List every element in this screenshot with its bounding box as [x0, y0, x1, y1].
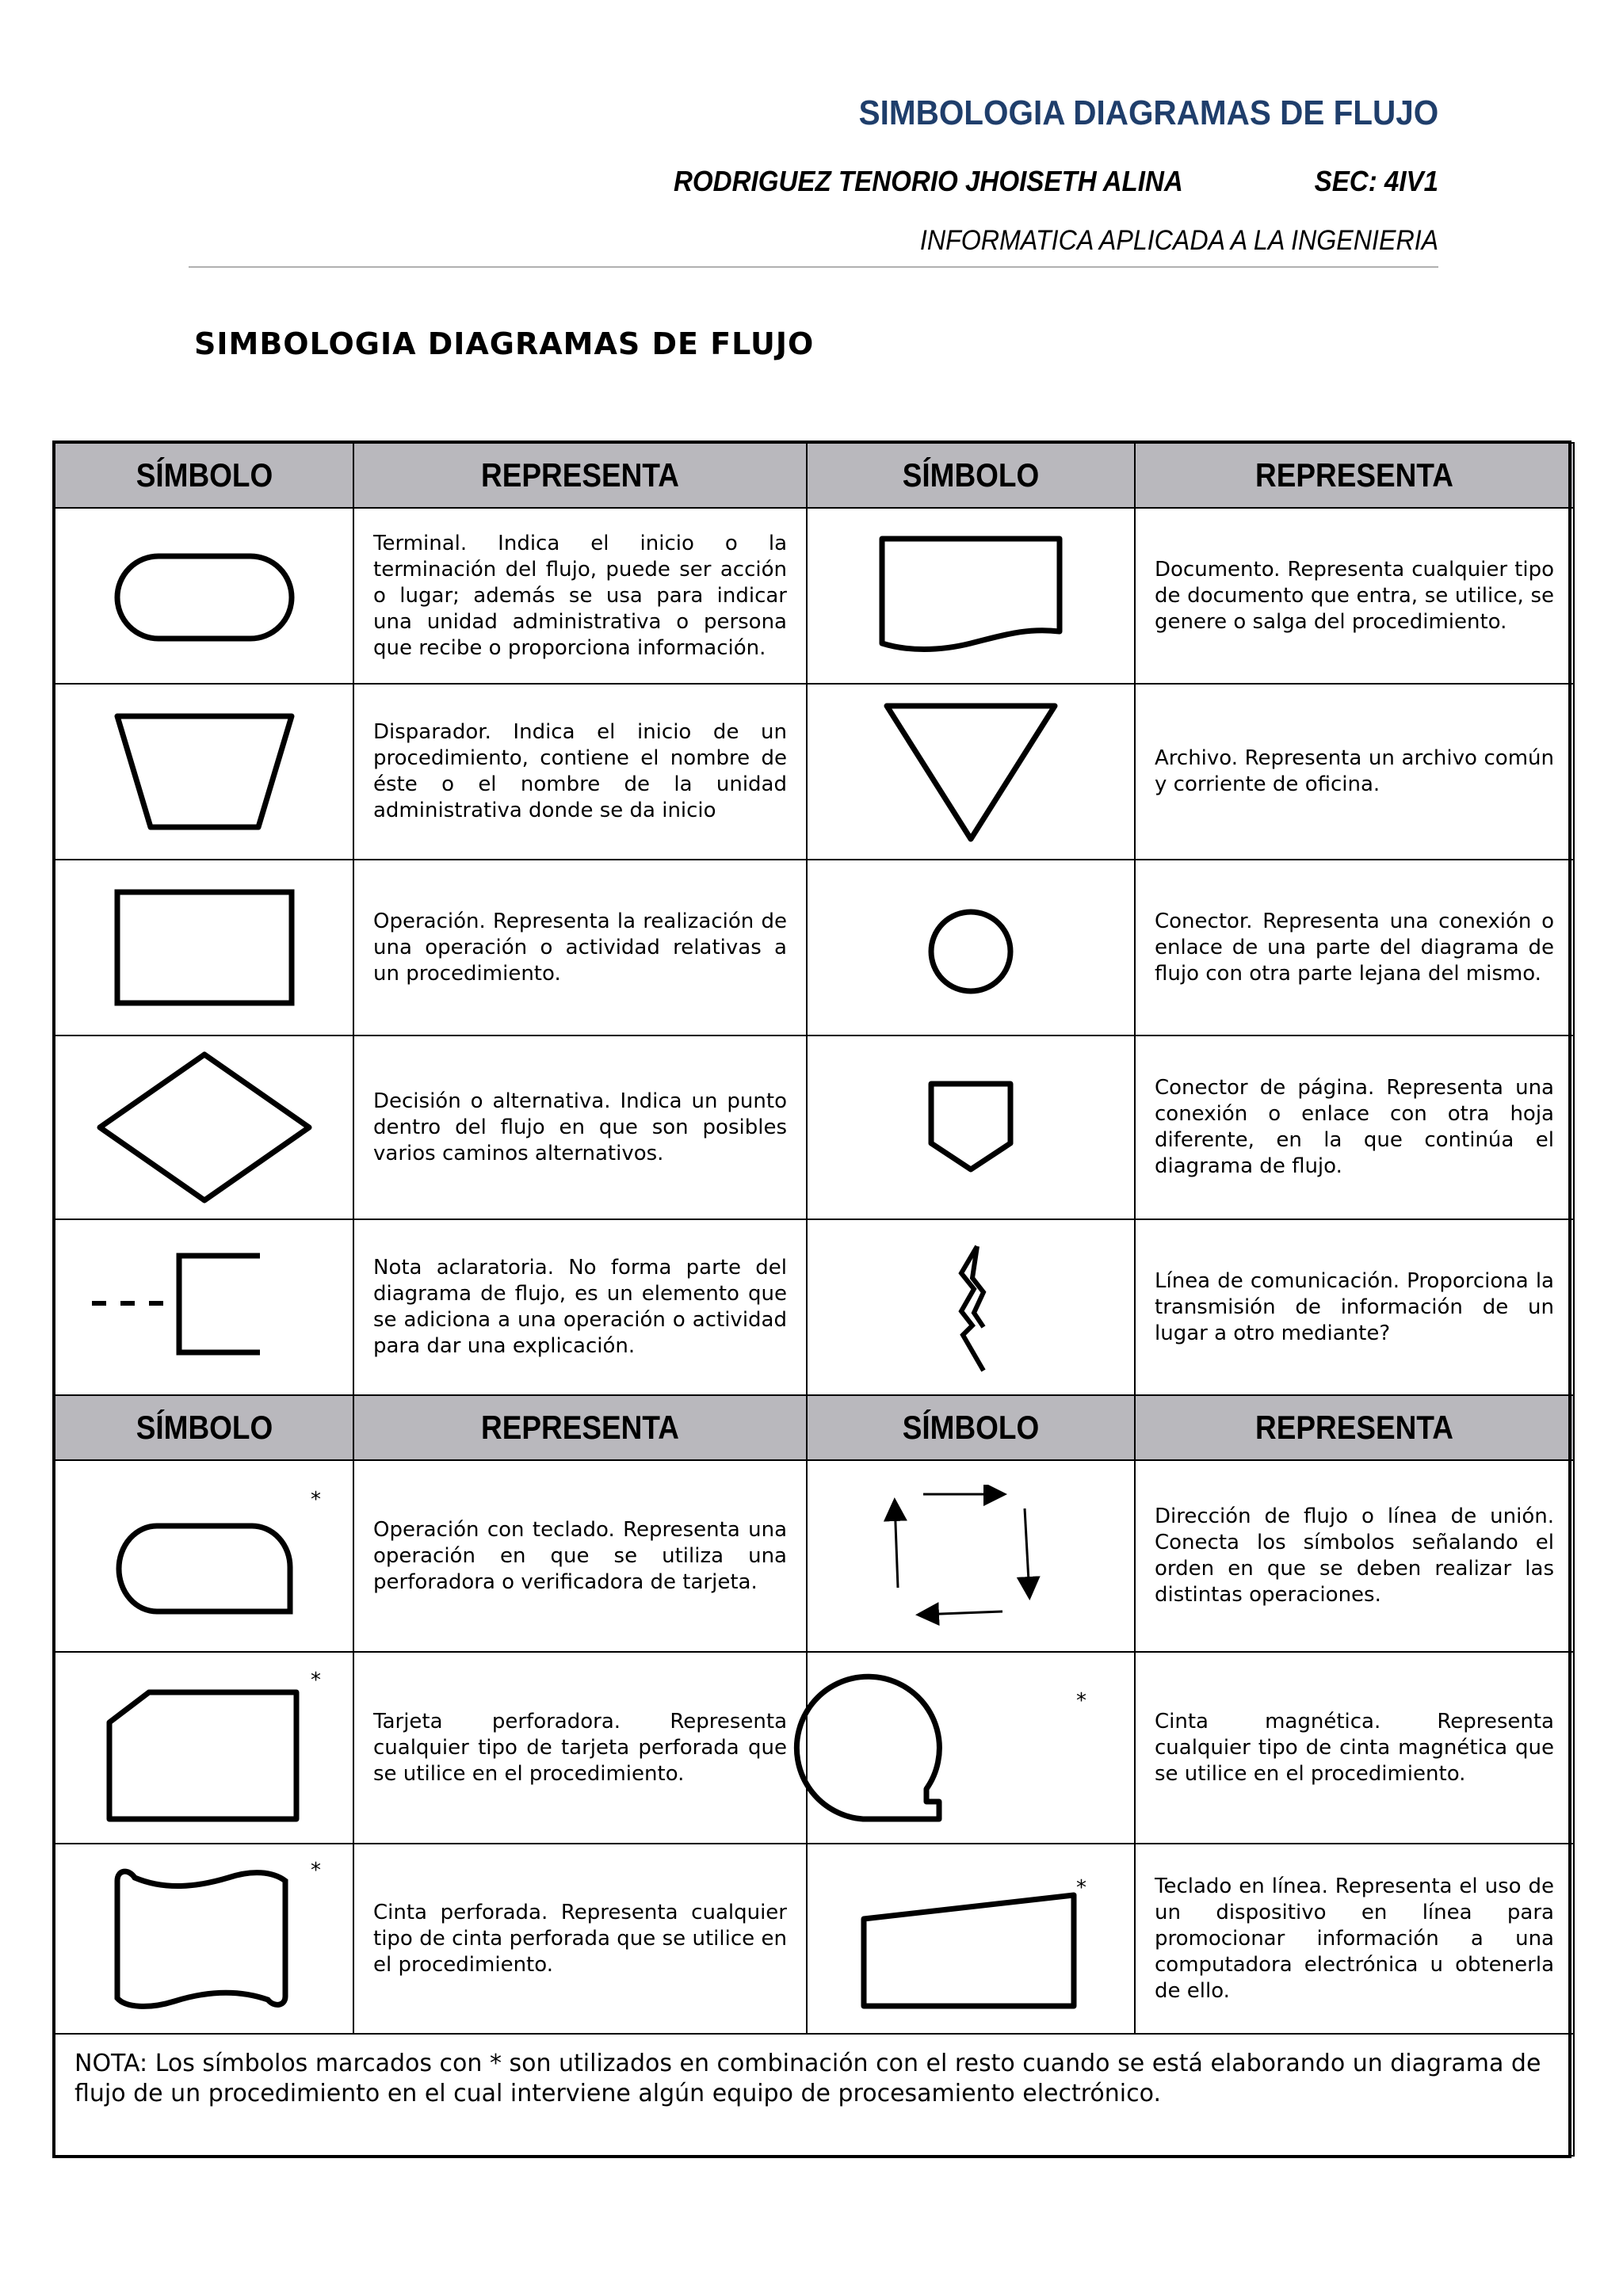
row-description: Cinta perforada. Representa cualquier tipo de cinta perforada que se utilice en el procedimiento.	[353, 1844, 807, 2034]
header-symbol: SÍMBOLO	[55, 1395, 353, 1460]
note-text: NOTA: Los símbolos marcados con * son utilizados en combinación con el resto cuando se está elaborando un diagrama de flujo de un procedimiento en el cual interviene algún equipo de procesamiento electrónico.	[55, 2034, 1574, 2156]
punched-card-icon	[55, 1652, 353, 1844]
row-description: Conector. Representa una conexión o enlace de una parte del diagrama de flujo con otra parte lejana del mismo.	[1135, 860, 1574, 1035]
row-description: Operación con teclado. Representa una operación en que se utiliza una perforadora o verificadora de tarjeta.	[353, 1460, 807, 1652]
header-represents: REPRESENTA	[1135, 1395, 1574, 1460]
decision-diamond-icon	[55, 1035, 353, 1219]
star-mark: *	[311, 1488, 321, 1512]
symbols-table	[54, 442, 1575, 2157]
section-label: SEC: 4IV1	[1314, 165, 1438, 197]
row-description: Decisión o alternativa. Indica un punto dentro del flujo en que son posibles varios caminos alternativos.	[353, 1035, 807, 1219]
trigger-trapezoid-icon	[55, 684, 353, 860]
terminal-icon	[55, 508, 353, 684]
row-description: Conector de página. Representa una conexión o enlace con otra hoja diferente, en la que continúa el diagrama de flujo.	[1135, 1035, 1574, 1219]
author-name: RODRIGUEZ TENORIO JHOISETH ALINA	[674, 165, 1183, 197]
row-description: Nota aclaratoria. No forma parte del diagrama de flujo, es un elemento que se adiciona a una operación o actividad para dar una explicación.	[353, 1219, 807, 1395]
row-description: Tarjeta perforadora. Representa cualquier tipo de tarjeta perforada que se utilice en el procedimiento.	[353, 1652, 807, 1844]
star-mark: *	[1076, 1689, 1086, 1713]
table-header-row	[55, 1395, 1574, 1460]
row-description: Teclado en línea. Representa el uso de un dispositivo en línea para promocionar información a una computadora electrónica u obtenerla de ello.	[1135, 1844, 1574, 2034]
connector-circle-icon	[807, 860, 1135, 1035]
page-connector-icon	[807, 1035, 1135, 1219]
row-description: Disparador. Indica el inicio de un procedimiento, contiene el nombre de éste o el nombre de la unidad administrativa donde se da inicio	[353, 684, 807, 860]
header-represents: REPRESENTA	[1135, 443, 1574, 508]
table-row	[55, 860, 1574, 1035]
star-mark: *	[1076, 1876, 1086, 1900]
table-row	[55, 1219, 1574, 1395]
table-row	[55, 1652, 1574, 1844]
row-description: Línea de comunicación. Proporciona la transmisión de información de un lugar a otro mediante?	[1135, 1219, 1574, 1395]
header-represents: REPRESENTA	[353, 1395, 807, 1460]
header-symbol: SÍMBOLO	[807, 443, 1135, 508]
star-mark: *	[311, 1669, 321, 1692]
table-row	[55, 508, 1574, 684]
online-keyboard-icon	[807, 1844, 1135, 2034]
row-description: Terminal. Indica el inicio o la terminación del flujo, puede ser acción o lugar; además se usa para indicar una unidad administrativa o persona que recibe o proporciona información.	[353, 508, 807, 684]
keyboard-operation-icon	[55, 1460, 353, 1652]
table-row	[55, 1460, 1574, 1652]
operation-rectangle-icon	[55, 860, 353, 1035]
file-triangle-icon	[807, 684, 1135, 860]
punched-tape-icon	[55, 1844, 353, 2034]
header-rule	[189, 266, 1438, 268]
communication-line-icon	[807, 1219, 1135, 1395]
note-row	[55, 2034, 1574, 2156]
row-description: Archivo. Representa un archivo común y corriente de oficina.	[1135, 684, 1574, 860]
header-represents: REPRESENTA	[353, 443, 807, 508]
table-row	[55, 684, 1574, 860]
row-description: Dirección de flujo o línea de unión. Conecta los símbolos señalando el orden en que se deben realizar las distintas operaciones.	[1135, 1460, 1574, 1652]
header-title: SIMBOLOGIA DIAGRAMAS DE FLUJO	[858, 93, 1438, 132]
header-symbol: SÍMBOLO	[807, 1395, 1135, 1460]
star-mark: *	[311, 1859, 321, 1882]
table-row	[55, 1844, 1574, 2034]
magnetic-tape-icon	[807, 1652, 1135, 1844]
flow-arrows-icon	[807, 1460, 1135, 1652]
table-row	[55, 1035, 1574, 1219]
table-header-row	[55, 443, 1574, 508]
row-description: Cinta magnética. Representa cualquier tipo de cinta magnética que se utilice en el procedimiento.	[1135, 1652, 1574, 1844]
annotation-bracket-icon	[55, 1219, 353, 1395]
row-description: Documento. Representa cualquier tipo de documento que entra, se utilice, se genere o salga del procedimiento.	[1135, 508, 1574, 684]
document-title: SIMBOLOGIA DIAGRAMAS DE FLUJO	[194, 326, 815, 361]
header-symbol: SÍMBOLO	[55, 443, 353, 508]
row-description: Operación. Representa la realización de una operación o actividad relativas a un procedimiento.	[353, 860, 807, 1035]
document-icon	[807, 508, 1135, 684]
subject-label: INFORMATICA APLICADA A LA INGENIERIA	[919, 225, 1438, 256]
